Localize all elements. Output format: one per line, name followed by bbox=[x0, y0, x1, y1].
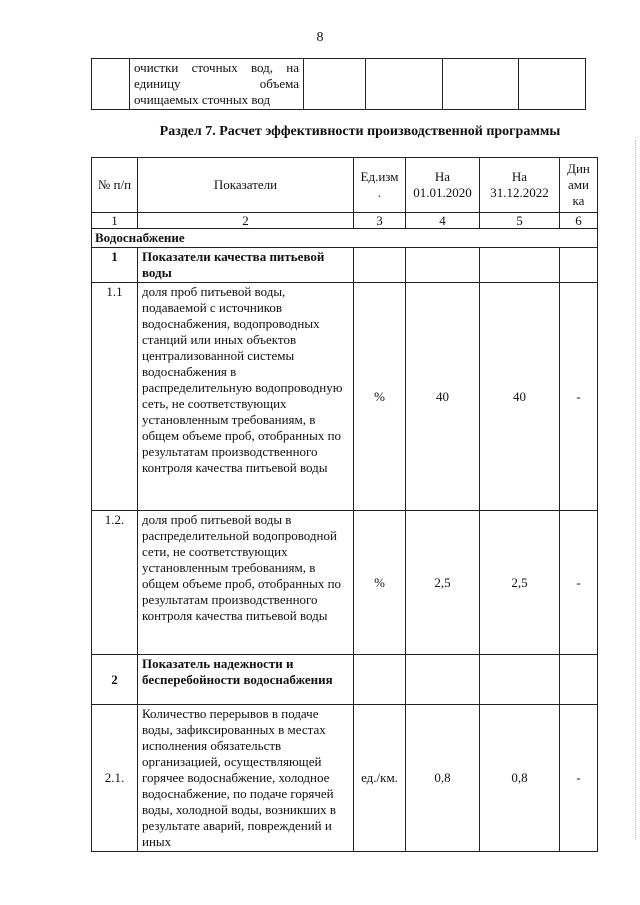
table-header-row bbox=[92, 158, 598, 213]
section-label: Водоснабжение bbox=[92, 229, 598, 248]
column-index: 1 bbox=[92, 213, 138, 229]
row-indicator: доля проб питьевой воды, подаваемой с источников водоснабжения, водопроводных станций или иных объектов централизованной системы водоснабжения в распределительную водопроводную сеть, не соответствующих установленным требованиям, в общем объеме проб, отобранных по результатам производственного контроля качества питьевой воды bbox=[138, 283, 354, 511]
row-indicator: Показатель надежности и бесперебойности водоснабжения bbox=[138, 655, 354, 705]
column-index: 3 bbox=[354, 213, 406, 229]
row-dynamics: - bbox=[560, 283, 598, 511]
row-dynamics bbox=[560, 248, 598, 283]
column-index: 5 bbox=[480, 213, 560, 229]
row-number: 1.1 bbox=[92, 283, 138, 511]
table-cell bbox=[304, 59, 366, 110]
row-value-2020 bbox=[406, 248, 480, 283]
row-indicator: Показатели качества питьевой воды bbox=[138, 248, 354, 283]
row-unit: ед./км. bbox=[354, 705, 406, 852]
header-dynamics: Дин ами ка bbox=[560, 158, 598, 213]
table-row bbox=[92, 655, 598, 705]
column-index: 2 bbox=[138, 213, 354, 229]
row-dynamics: - bbox=[560, 511, 598, 655]
row-unit bbox=[354, 655, 406, 705]
column-index: 6 bbox=[560, 213, 598, 229]
row-unit: % bbox=[354, 283, 406, 511]
efficiency-table bbox=[91, 157, 598, 852]
header-num: № п/п bbox=[92, 158, 138, 213]
table-cell bbox=[366, 59, 443, 110]
table-cell bbox=[130, 59, 304, 110]
continued-text-line: очищаемых сточных вод bbox=[134, 92, 271, 107]
row-number: 2.1. bbox=[92, 705, 138, 852]
scan-edge-marks bbox=[634, 140, 636, 840]
row-value-2020 bbox=[406, 655, 480, 705]
row-dynamics: - bbox=[560, 705, 598, 852]
section-row bbox=[92, 229, 598, 248]
section-title: Раздел 7. Расчет эффективности производственной программы bbox=[159, 124, 561, 139]
row-number: 1.2. bbox=[92, 511, 138, 655]
header-2020: На 01.01.2020 bbox=[406, 158, 480, 213]
row-indicator: доля проб питьевой воды в распределительной водопроводной сети, не соответствующих установленным требованиям, в общем объеме проб, отобранных по результатам производственного контроля качества питьевой воды bbox=[138, 511, 354, 655]
continued-text-line: единицу объема bbox=[134, 76, 299, 91]
row-value-2020: 0,8 bbox=[406, 705, 480, 852]
table-cell bbox=[519, 59, 586, 110]
table-row bbox=[92, 59, 586, 110]
column-index-row bbox=[92, 213, 598, 229]
row-value-2022 bbox=[480, 655, 560, 705]
continued-text-line: очистки сточных вод, на bbox=[134, 60, 299, 75]
row-unit: % bbox=[354, 511, 406, 655]
row-dynamics bbox=[560, 655, 598, 705]
page-number: 8 bbox=[316, 30, 324, 45]
row-value-2020: 40 bbox=[406, 283, 480, 511]
table-cell bbox=[443, 59, 519, 110]
table-row bbox=[92, 705, 598, 852]
table-row bbox=[92, 283, 598, 511]
row-value-2022: 2,5 bbox=[480, 511, 560, 655]
row-indicator: Количество перерывов в подаче воды, зафиксированных в местах исполнения обязательств организацией, осуществляющей горячее водоснабжение, холодное водоснабжение, по подаче горячей воды, холодной воды, возникших в результате аварий, повреждений и иных bbox=[138, 705, 354, 852]
table-row bbox=[92, 511, 598, 655]
row-value-2022: 0,8 bbox=[480, 705, 560, 852]
row-number: 2 bbox=[92, 655, 138, 705]
header-2022: На 31.12.2022 bbox=[480, 158, 560, 213]
row-unit bbox=[354, 248, 406, 283]
header-unit: Ед.изм . bbox=[354, 158, 406, 213]
row-value-2022: 40 bbox=[480, 283, 560, 511]
column-index: 4 bbox=[406, 213, 480, 229]
row-value-2022 bbox=[480, 248, 560, 283]
table-cell bbox=[92, 59, 130, 110]
table-row bbox=[92, 248, 598, 283]
header-indicators: Показатели bbox=[138, 158, 354, 213]
row-value-2020: 2,5 bbox=[406, 511, 480, 655]
continued-table bbox=[91, 58, 586, 110]
row-number: 1 bbox=[92, 248, 138, 283]
